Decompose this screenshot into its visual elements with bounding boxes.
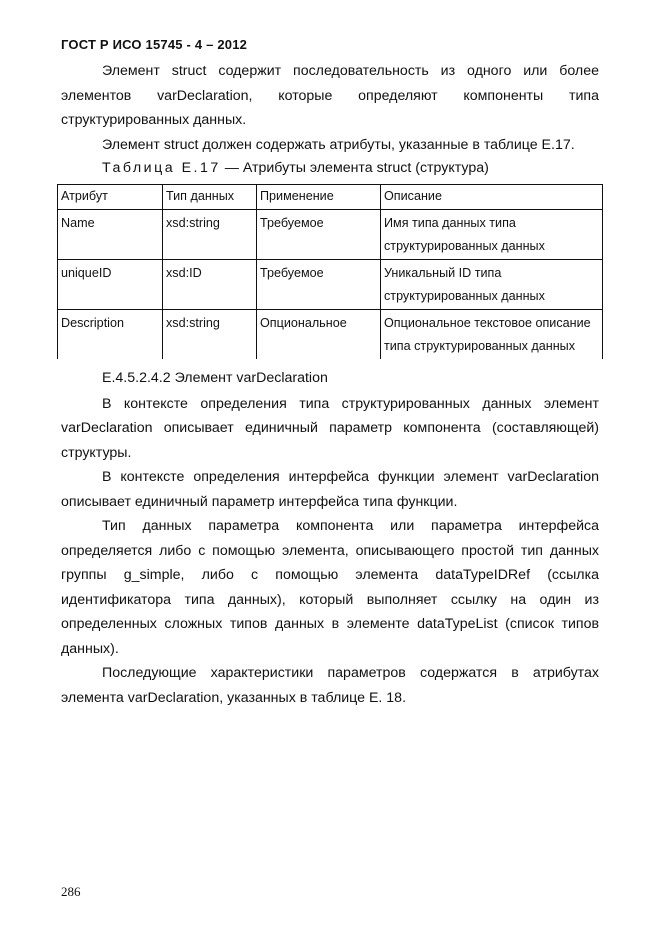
intro-paragraph-1-line-3: структурированных данных. (61, 112, 247, 128)
section-heading: Е.4.5.2.4.2 Элемент varDeclaration (102, 370, 328, 386)
table-row (58, 259, 603, 309)
table-header-cell: Описание (381, 185, 603, 210)
table-caption-label: Таблица Е.17 (102, 160, 221, 176)
description-line: структурированных данных (384, 289, 545, 303)
description-line: Опциональное текстовое описание (384, 315, 591, 330)
table-cell-use: Требуемое (257, 209, 381, 259)
table-cell-description (381, 259, 603, 309)
document-header: ГОСТ Р ИСО 15745 - 4 – 2012 (61, 37, 248, 52)
description-line: Уникальный ID типа (384, 265, 502, 280)
intro-paragraph-2: Элемент struct должен содержать атрибуты, указанные в таблице Е.17. (102, 136, 575, 153)
intro-paragraph-1-line-2: элементов varDeclaration, которые определяют компоненты типа (61, 87, 599, 104)
intro-text (61, 59, 599, 157)
table-cell-description (381, 309, 603, 359)
section-paragraph-3: Тип данных параметра компонента или параметра интерфейса определяется либо с помощью элемента, описывающего простой тип данных группы g_simple, либо с помощью элемента dataTypeIDRef (ссылка идентификатора типа данных), который выполняет ссылку на один из определенных сложных типов данных в элементе dataTypeList (список типов данных). (61, 518, 599, 657)
section-paragraph-4: Последующие характеристики параметров содержатся в атрибутах элемента varDeclaration, указанных в таблице Е. 18. (61, 665, 599, 706)
description-line: структурированных данных (384, 239, 545, 253)
section-paragraph-1: В контексте определения типа структурированных данных элемент varDeclaration описывает единичный параметр компонента (составляющей) структуры. (61, 395, 599, 461)
table-header-cell: Тип данных (163, 185, 257, 210)
table-header-cell: Применение (257, 185, 381, 210)
section-text (61, 366, 599, 710)
description-line: типа структурированных данных (384, 339, 576, 353)
section-paragraph-2: В контексте определения интерфейса функции элемент varDeclaration описывает единичный параметр интерфейса типа функции. (61, 469, 599, 510)
table-cell-attribute: Description (58, 309, 163, 359)
table-cell-attribute: uniqueID (58, 259, 163, 309)
attributes-table (57, 184, 603, 359)
table-cell-use: Требуемое (257, 259, 381, 309)
table-cell-type: xsd:ID (163, 259, 257, 309)
table-caption (102, 160, 489, 176)
table-cell-type: xsd:string (163, 309, 257, 359)
table-row (58, 209, 603, 259)
table-cell-type: xsd:string (163, 209, 257, 259)
table-cell-description (381, 209, 603, 259)
table-cell-attribute: Name (58, 209, 163, 259)
page-number: 286 (61, 884, 81, 899)
table-row (58, 309, 603, 359)
table-header-cell: Атрибут (58, 185, 163, 210)
intro-paragraph-1-line-1: Элемент struct содержит последовательность из одного или более (102, 63, 599, 79)
table-header-row (58, 185, 603, 210)
table-caption-text: — Атрибуты элемента struct (структура) (220, 160, 489, 176)
description-line: Имя типа данных типа (384, 215, 516, 230)
table-cell-use: Опциональное (257, 309, 381, 359)
